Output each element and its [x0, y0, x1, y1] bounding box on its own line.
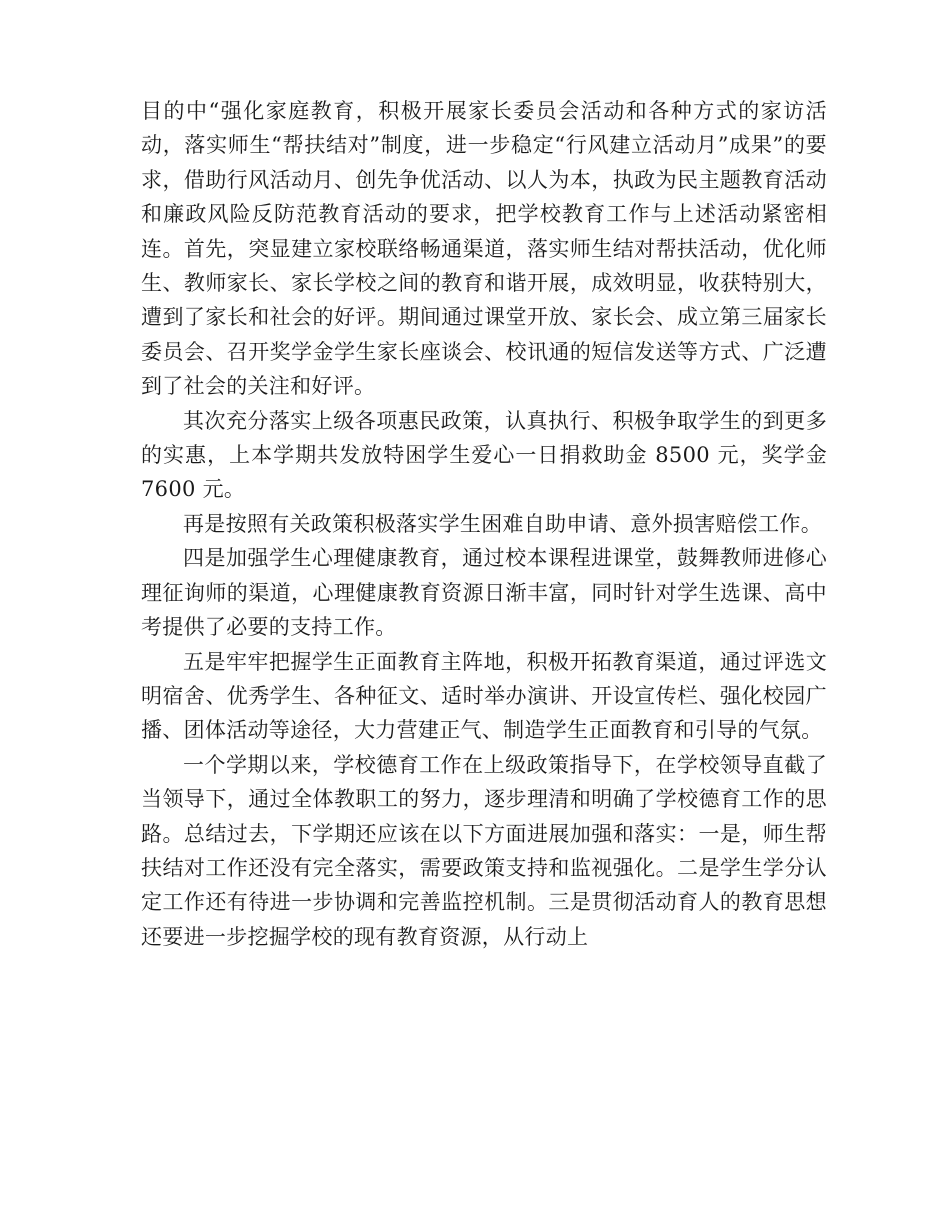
- paragraph-policy-benefits: 其次充分落实上级各项惠民政策，认真执行、积极争取学生的到更多的实惠，上本学期共发放特困学生爱心一日捐救助金 8500 元，奖学金 7600 元。: [141, 408, 827, 502]
- paragraph-positive-education: 五是牢牢把握学生正面教育主阵地，积极开拓教育渠道，通过评选文明宿舍、优秀学生、各种征文、适时举办演讲、开设宣传栏、强化校园广播、团体活动等途径，大力营建正气、制造学生正面教育和引导的气氛。: [141, 649, 827, 743]
- paragraph-hardship-application: 再是按照有关政策积极落实学生困难自助申请、意外损害赔偿工作。: [183, 511, 822, 536]
- document-page: [141, 94, 827, 954]
- paragraph-mental-health: 四是加强学生心理健康教育，通过校本课程进课堂，鼓舞教师进修心理征询师的渠道，心理健康教育资源日渐丰富，同时针对学生选课、高中考提供了必要的支持工作。: [141, 546, 827, 640]
- paragraph-semester-summary: 一个学期以来，学校德育工作在上级政策指导下，在学校领导直截了当领导下，通过全体教职工的努力，逐步理清和明确了学校德育工作的思路。总结过去，下学期还应该在以下方面进展加强和落实：一是，师生帮扶结对工作还没有完全落实，需要政策支持和监视强化。二是学生学分认定工作还有待进一步协调和完善监控机制。三是贯彻活动育人的教育思想还要进一步挖掘学校的现有教育资源，从行动上: [141, 752, 827, 949]
- paragraph-continuation: 目的中“强化家庭教育，积极开展家长委员会活动和各种方式的家访活动，落实师生“帮扶结对”制度，进一步稳定“行风建立活动月”成果”的要求，借助行风活动月、创先争优活动、以人为本，执政为民主题教育活动和廉政风险反防范教育活动的要求，把学校教育工作与上述活动紧密相连。首先，突显建立家校联络畅通渠道，落实师生结对帮扶活动，优化师生、教师家长、家长学校之间的教育和谐开展，成效明显，收获特别大，遭到了家长和社会的好评。期间通过课堂开放、家长会、成立第三届家长委员会、召开奖学金学生家长座谈会、校讯通的短信发送等方式、广泛遭到了社会的关注和好评。: [141, 99, 827, 399]
